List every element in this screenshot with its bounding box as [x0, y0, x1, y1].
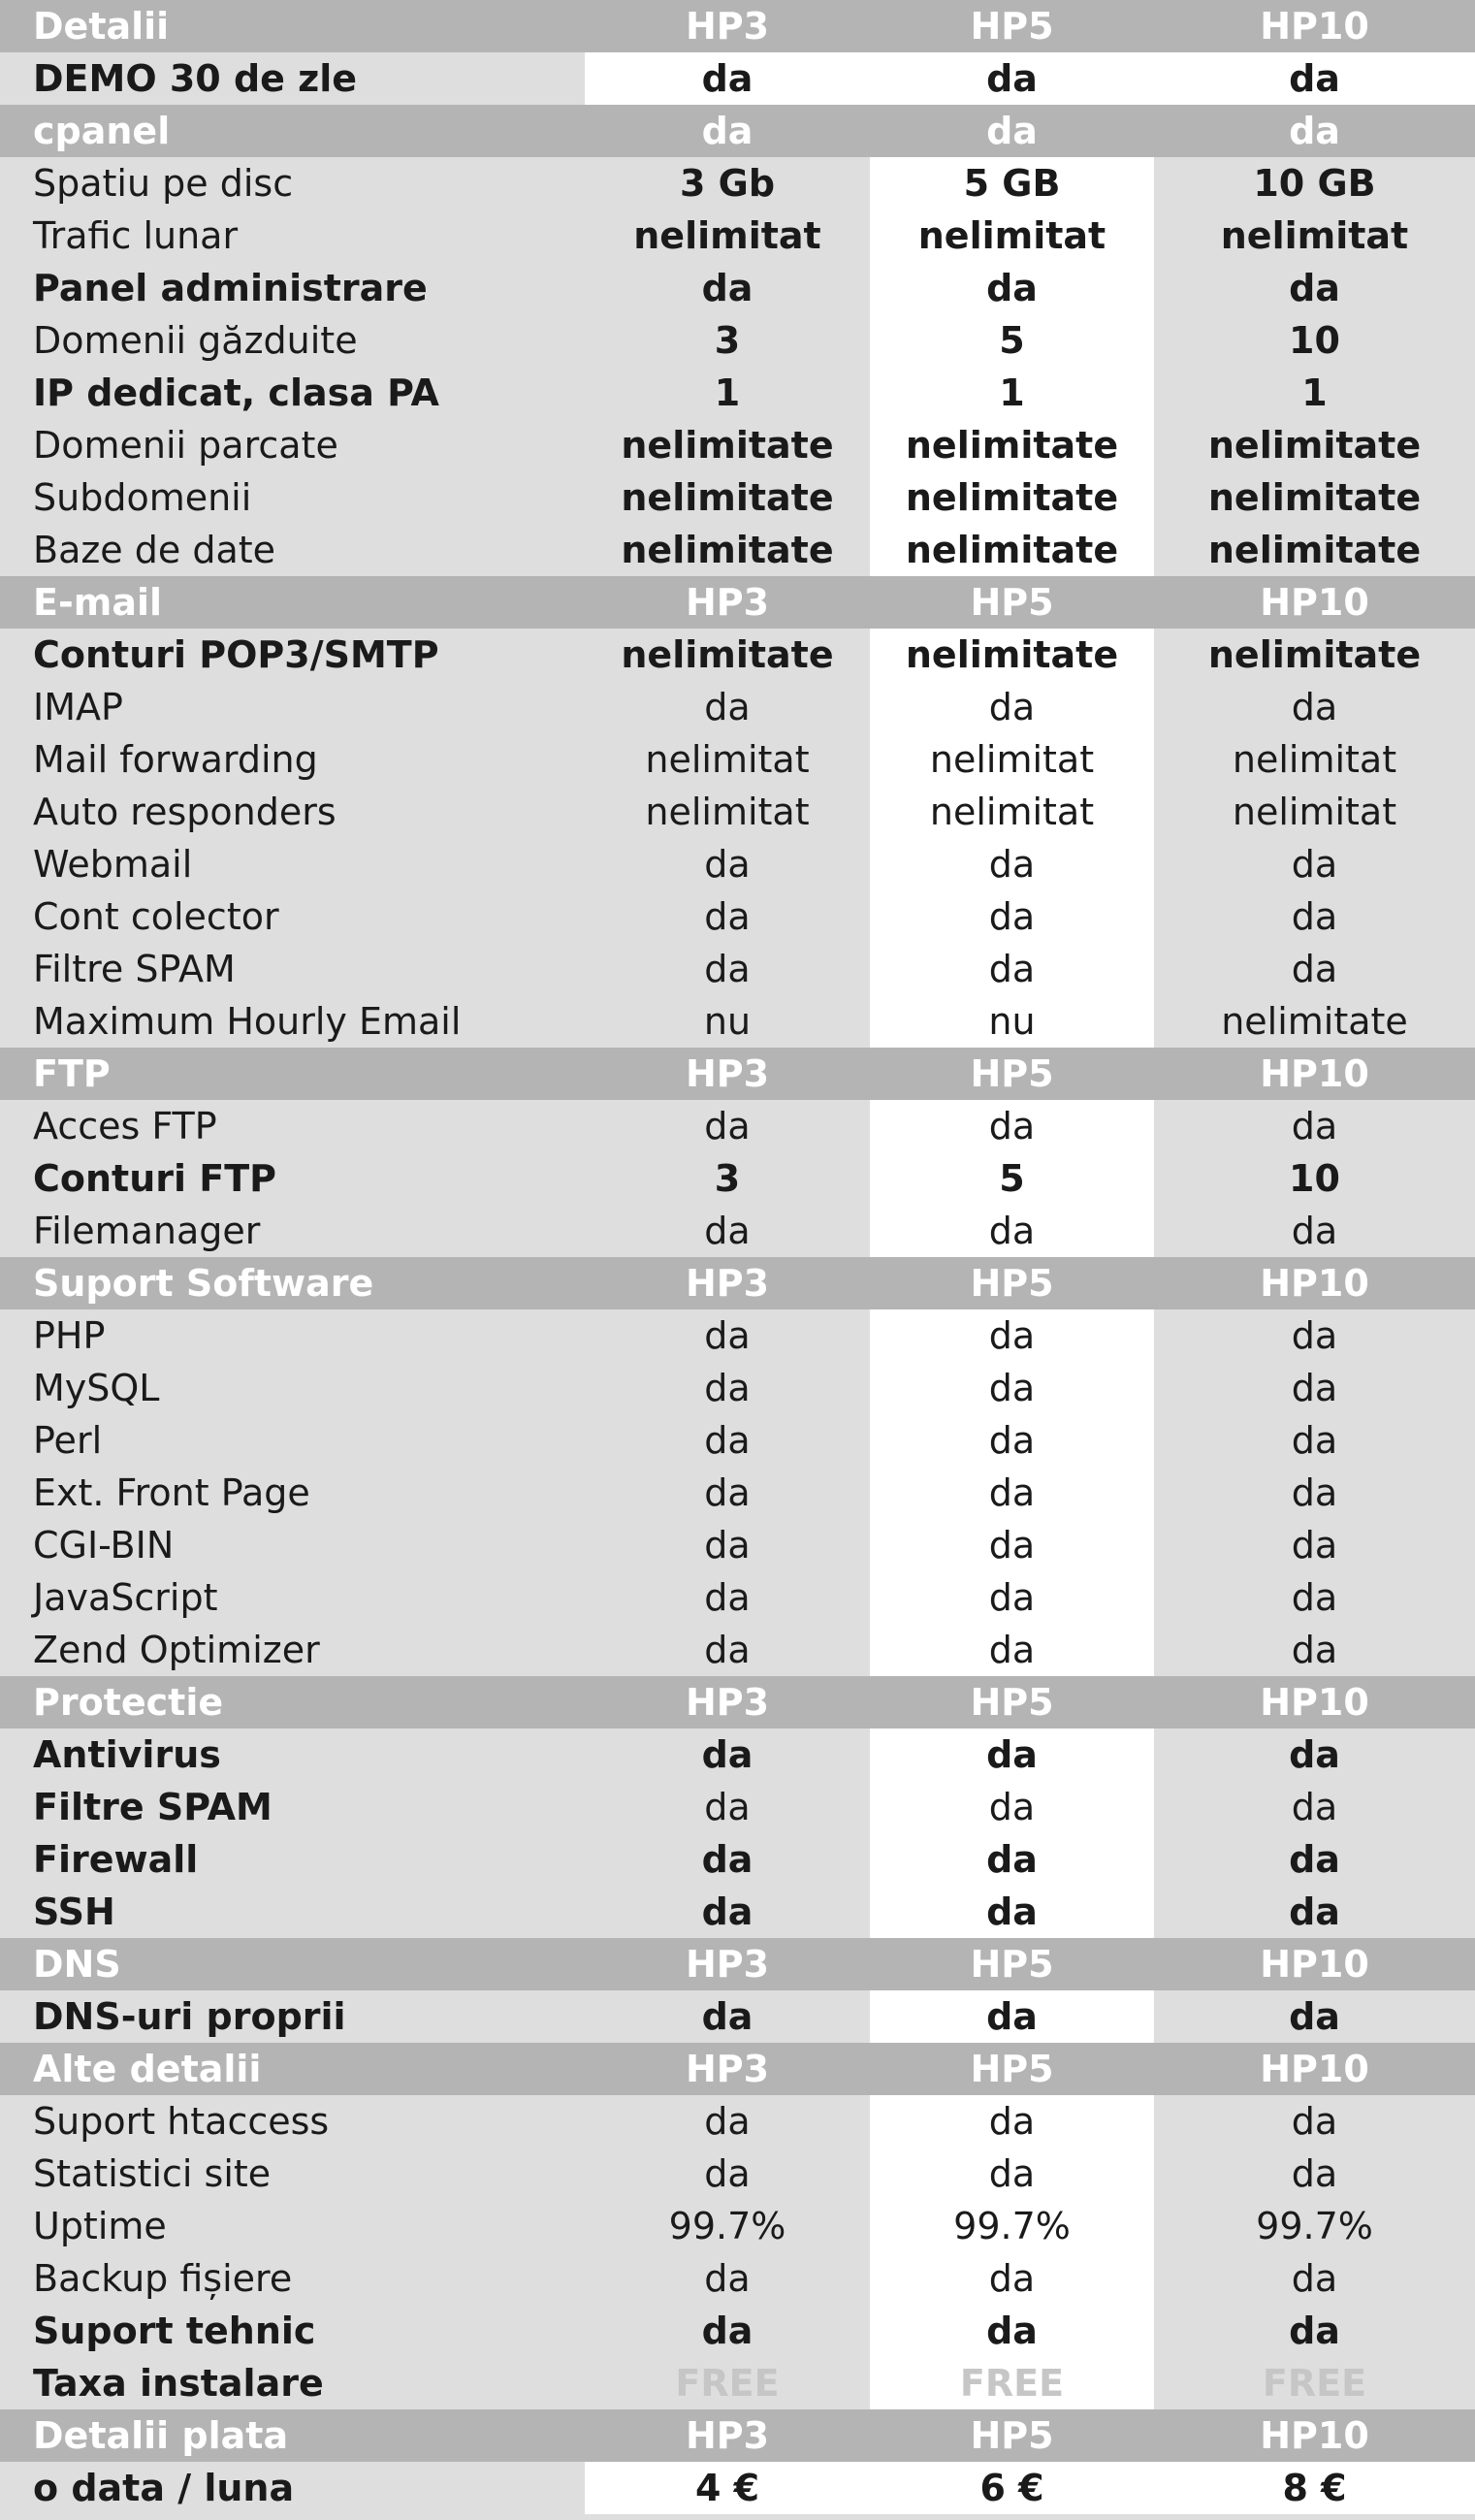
plan-value-cell: nelimitate — [1154, 629, 1475, 681]
row-label-ip-dedicat-clasa-pa: IP dedicat, clasa PA — [0, 367, 585, 419]
plan-value-cell: 99.7% — [1154, 2200, 1475, 2252]
plan-value-cell: nelimitate — [585, 524, 870, 576]
plan-header-cell: da — [870, 105, 1154, 157]
plan-value-cell: da — [585, 52, 870, 105]
plan-value-cell: nelimitate — [585, 471, 870, 524]
plan-value-cell: da — [1154, 1990, 1475, 2043]
row-label-firewall: Firewall — [0, 1833, 585, 1886]
plan-value-cell: 3 — [585, 314, 870, 367]
plan-value-cell: nelimitate — [1154, 995, 1475, 1048]
plan-value-cell: da — [585, 1728, 870, 1781]
plan-value-cell: nelimitat — [1154, 210, 1475, 262]
plan-value-cell: nelimitate — [585, 419, 870, 471]
row-label-suport-tehnic: Suport tehnic — [0, 2305, 585, 2357]
plan-header-cell: HP10 — [1154, 2043, 1475, 2095]
plan-value-cell: da — [1154, 838, 1475, 890]
plan-value-cell: nelimitate — [1154, 419, 1475, 471]
plan-header-cell: HP10 — [1154, 576, 1475, 629]
plan-value-cell: da — [1154, 262, 1475, 314]
plan-value-cell: da — [870, 943, 1154, 995]
section-header-alte-detalii: Alte detalii — [0, 2043, 585, 2095]
row-label-mysql: MySQL — [0, 1362, 585, 1414]
plan-value-cell: 5 — [870, 314, 1154, 367]
row-label-filtre-spam: Filtre SPAM — [0, 1781, 585, 1833]
row-label-suport-htaccess: Suport htaccess — [0, 2095, 585, 2148]
plan-value-cell: da — [1154, 2095, 1475, 2148]
row-label-mail-forwarding: Mail forwarding — [0, 733, 585, 786]
plan-value-cell: da — [870, 1362, 1154, 1414]
plan-value-cell: 99.7% — [585, 2200, 870, 2252]
plan-value-cell: da — [1154, 1728, 1475, 1781]
plan-value-cell: 6 € — [870, 2462, 1154, 2514]
plan-value-cell: da — [870, 1833, 1154, 1886]
plan-value-cell: da — [585, 2095, 870, 2148]
plan-value-cell: da — [870, 262, 1154, 314]
plan-value-cell: da — [870, 1467, 1154, 1519]
plan-value-cell: da — [1154, 1781, 1475, 1833]
plan-value-cell: da — [1154, 1309, 1475, 1362]
row-label-zend-optimizer: Zend Optimizer — [0, 1624, 585, 1676]
row-label-panel-administrare: Panel administrare — [0, 262, 585, 314]
plan-header-cell: HP10 — [1154, 1938, 1475, 1990]
plan-header-cell: HP3 — [585, 0, 870, 52]
plan-value-cell: da — [1154, 1571, 1475, 1624]
row-label-statistici-site: Statistici site — [0, 2148, 585, 2200]
plan-value-cell: da — [1154, 2305, 1475, 2357]
plan-value-cell: 1 — [870, 367, 1154, 419]
plan-header-cell: HP5 — [870, 1048, 1154, 1100]
plan-value-cell: da — [1154, 2252, 1475, 2305]
plan-header-cell: da — [1154, 105, 1475, 157]
plan-value-cell: da — [585, 1100, 870, 1152]
plan-header-cell: HP3 — [585, 1938, 870, 1990]
plan-value-cell: nelimitate — [870, 471, 1154, 524]
section-header-dns: DNS — [0, 1938, 585, 1990]
plan-header-cell: HP3 — [585, 576, 870, 629]
plan-value-cell: da — [585, 262, 870, 314]
plan-value-cell: da — [585, 2305, 870, 2357]
plan-value-cell: da — [870, 2095, 1154, 2148]
plan-value-cell: 8 € — [1154, 2462, 1475, 2514]
plan-value-cell: da — [870, 1519, 1154, 1571]
plan-value-cell: nelimitat — [1154, 786, 1475, 838]
plan-value-cell: da — [1154, 1886, 1475, 1938]
plan-value-cell: 1 — [1154, 367, 1475, 419]
plan-value-cell: da — [585, 1362, 870, 1414]
plan-header-cell: HP3 — [585, 1257, 870, 1309]
row-label-o-data-luna: o data / luna — [0, 2462, 585, 2514]
row-label-subdomenii: Subdomenii — [0, 471, 585, 524]
row-label-filtre-spam: Filtre SPAM — [0, 943, 585, 995]
plan-value-cell: 10 — [1154, 1152, 1475, 1205]
section-header-cpanel: cpanel — [0, 105, 585, 157]
row-label-domenii-parcate: Domenii parcate — [0, 419, 585, 471]
plan-value-cell: 5 GB — [870, 157, 1154, 210]
plan-header-cell: HP10 — [1154, 0, 1475, 52]
plan-value-cell: da — [870, 890, 1154, 943]
plan-value-cell: da — [1154, 1414, 1475, 1467]
row-label-conturi-ftp: Conturi FTP — [0, 1152, 585, 1205]
plan-value-cell: da — [585, 1571, 870, 1624]
row-label-ext-front-page: Ext. Front Page — [0, 1467, 585, 1519]
plan-value-cell: nelimitate — [870, 419, 1154, 471]
plan-value-cell: da — [585, 838, 870, 890]
plan-value-cell: da — [585, 1833, 870, 1886]
plan-value-cell: nu — [870, 995, 1154, 1048]
plan-value-cell: nelimitat — [870, 733, 1154, 786]
plan-value-cell: da — [1154, 52, 1475, 105]
plan-header-cell: HP5 — [870, 1676, 1154, 1728]
row-label-acces-ftp: Acces FTP — [0, 1100, 585, 1152]
row-label-conturi-pop3-smtp: Conturi POP3/SMTP — [0, 629, 585, 681]
plan-value-cell: da — [585, 1519, 870, 1571]
plan-value-cell: da — [585, 943, 870, 995]
section-header-detalii: Detalii — [0, 0, 585, 52]
plan-value-cell: da — [870, 838, 1154, 890]
section-header-protectie: Protectie — [0, 1676, 585, 1728]
row-label-dns-uri-proprii: DNS-uri proprii — [0, 1990, 585, 2043]
plan-value-cell: da — [870, 1990, 1154, 2043]
plan-value-cell: FREE — [870, 2357, 1154, 2409]
plan-value-cell: da — [585, 1886, 870, 1938]
plan-value-cell: 5 — [870, 1152, 1154, 1205]
plan-header-cell: HP5 — [870, 576, 1154, 629]
plan-value-cell: da — [1154, 1467, 1475, 1519]
plan-value-cell: nelimitat — [1154, 733, 1475, 786]
plan-value-cell: da — [870, 1414, 1154, 1467]
plan-value-cell: FREE — [1154, 2357, 1475, 2409]
plan-value-cell: da — [870, 1205, 1154, 1257]
plan-value-cell: da — [585, 1414, 870, 1467]
plan-value-cell: nelimitat — [585, 733, 870, 786]
plan-header-cell: HP10 — [1154, 1257, 1475, 1309]
plan-value-cell: nu — [585, 995, 870, 1048]
plan-value-cell: da — [585, 1990, 870, 2043]
row-label-filemanager: Filemanager — [0, 1205, 585, 1257]
plan-value-cell: nelimitate — [870, 524, 1154, 576]
plan-header-cell: HP3 — [585, 1048, 870, 1100]
plan-header-cell: HP10 — [1154, 2409, 1475, 2462]
row-label-baze-de-date: Baze de date — [0, 524, 585, 576]
plan-value-cell: FREE — [585, 2357, 870, 2409]
plan-value-cell: da — [870, 52, 1154, 105]
plan-value-cell: da — [870, 1100, 1154, 1152]
plan-value-cell: da — [1154, 943, 1475, 995]
plan-value-cell: nelimitate — [585, 629, 870, 681]
plan-value-cell: da — [870, 2252, 1154, 2305]
plan-header-cell: HP5 — [870, 2409, 1154, 2462]
plan-value-cell: da — [870, 1309, 1154, 1362]
row-label-cont-colector: Cont colector — [0, 890, 585, 943]
plan-header-cell: HP5 — [870, 0, 1154, 52]
plan-header-cell: HP10 — [1154, 1676, 1475, 1728]
row-label-taxa-instalare: Taxa instalare — [0, 2357, 585, 2409]
plan-value-cell: da — [585, 1624, 870, 1676]
row-label-trafic-lunar: Trafic lunar — [0, 210, 585, 262]
section-header-ftp: FTP — [0, 1048, 585, 1100]
plan-header-cell: HP5 — [870, 2043, 1154, 2095]
plan-value-cell: da — [1154, 1205, 1475, 1257]
plan-value-cell: 1 — [585, 367, 870, 419]
plan-value-cell: nelimitat — [585, 786, 870, 838]
plan-value-cell: 3 — [585, 1152, 870, 1205]
plan-value-cell: da — [1154, 1100, 1475, 1152]
plan-value-cell: da — [585, 2252, 870, 2305]
plan-value-cell: da — [585, 2148, 870, 2200]
plan-value-cell: da — [585, 1467, 870, 1519]
plan-value-cell: 10 — [1154, 314, 1475, 367]
plan-value-cell: 4 € — [585, 2462, 870, 2514]
plan-value-cell: da — [585, 890, 870, 943]
plan-header-cell: HP3 — [585, 2409, 870, 2462]
plan-value-cell: da — [870, 1886, 1154, 1938]
row-label-demo-30-de-zle: DEMO 30 de zle — [0, 52, 585, 105]
plan-value-cell: da — [870, 1571, 1154, 1624]
plan-header-cell: HP3 — [585, 2043, 870, 2095]
row-label-javascript: JavaScript — [0, 1571, 585, 1624]
plan-value-cell: 10 GB — [1154, 157, 1475, 210]
plan-value-cell: nelimitat — [870, 786, 1154, 838]
plan-value-cell: da — [870, 681, 1154, 733]
row-label-perl: Perl — [0, 1414, 585, 1467]
plan-value-cell: da — [585, 681, 870, 733]
plan-header-cell: HP3 — [585, 1676, 870, 1728]
section-header-e-mail: E-mail — [0, 576, 585, 629]
row-label-ssh: SSH — [0, 1886, 585, 1938]
row-label-imap: IMAP — [0, 681, 585, 733]
plan-value-cell: da — [585, 1309, 870, 1362]
plan-header-cell: da — [585, 105, 870, 157]
row-label-php: PHP — [0, 1309, 585, 1362]
plan-value-cell: nelimitat — [870, 210, 1154, 262]
plan-value-cell: da — [870, 2148, 1154, 2200]
plan-value-cell: da — [585, 1781, 870, 1833]
section-header-detalii-plata: Detalii plata — [0, 2409, 585, 2462]
row-label-backup-fi-iere: Backup fișiere — [0, 2252, 585, 2305]
plan-value-cell: da — [870, 1781, 1154, 1833]
plan-value-cell: da — [870, 1728, 1154, 1781]
row-label-cgi-bin: CGI-BIN — [0, 1519, 585, 1571]
plan-value-cell: da — [1154, 1519, 1475, 1571]
plan-header-cell: HP5 — [870, 1938, 1154, 1990]
plan-value-cell: da — [1154, 1624, 1475, 1676]
plan-value-cell: da — [1154, 681, 1475, 733]
row-label-maximum-hourly-email: Maximum Hourly Email — [0, 995, 585, 1048]
plan-value-cell: nelimitate — [870, 629, 1154, 681]
plan-value-cell: da — [1154, 2148, 1475, 2200]
row-label-webmail: Webmail — [0, 838, 585, 890]
plan-value-cell: 99.7% — [870, 2200, 1154, 2252]
plan-header-cell: HP5 — [870, 1257, 1154, 1309]
plan-value-cell: da — [1154, 890, 1475, 943]
plan-value-cell: nelimitate — [1154, 524, 1475, 576]
plan-value-cell: da — [585, 1205, 870, 1257]
row-label-uptime: Uptime — [0, 2200, 585, 2252]
row-label-antivirus: Antivirus — [0, 1728, 585, 1781]
plan-header-cell: HP10 — [1154, 1048, 1475, 1100]
plan-value-cell: da — [870, 1624, 1154, 1676]
row-label-domenii-g-zduite: Domenii găzduite — [0, 314, 585, 367]
row-label-spatiu-pe-disc: Spatiu pe disc — [0, 157, 585, 210]
row-label-auto-responders: Auto responders — [0, 786, 585, 838]
plan-value-cell: da — [1154, 1833, 1475, 1886]
section-header-suport-software: Suport Software — [0, 1257, 585, 1309]
plan-value-cell: 3 Gb — [585, 157, 870, 210]
plan-value-cell: da — [1154, 1362, 1475, 1414]
plan-value-cell: da — [870, 2305, 1154, 2357]
plan-value-cell: nelimitat — [585, 210, 870, 262]
plan-value-cell: nelimitate — [1154, 471, 1475, 524]
